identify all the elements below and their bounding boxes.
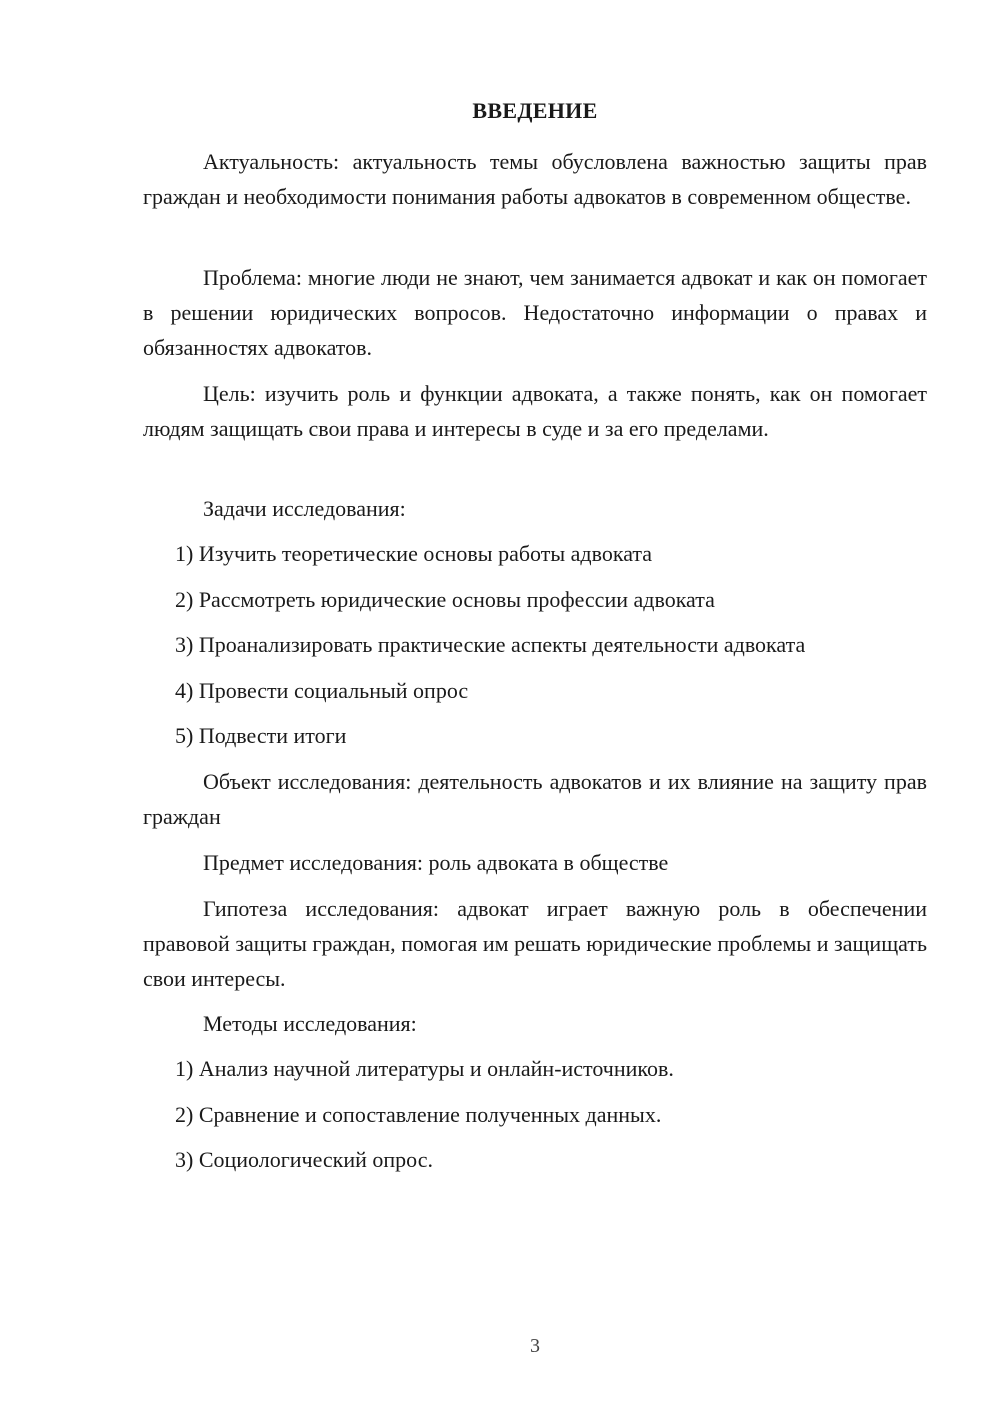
tasks-title: Задачи исследования: [203, 496, 406, 521]
relevance-paragraph: Актуальность: актуальность темы обусловлена важностью защиты прав граждан и необходимости понимания работы адвокатов в современном обществе. [143, 149, 927, 209]
goal-paragraph: Цель: изучить роль и функции адвоката, а также понять, как он помогает людям защищать свои права и интересы в суде и за его пределами. [143, 381, 927, 441]
task-item-4: 4) Провести социальный опрос [175, 678, 469, 703]
method-item-2: 2) Сравнение и сопоставление полученных данных. [175, 1102, 662, 1127]
object-paragraph: Объект исследования: деятельность адвокатов и их влияние на защиту прав граждан [143, 769, 927, 829]
task-item-1: 1) Изучить теоретические основы работы адвоката [175, 541, 653, 566]
task-item-3: 3) Проанализировать практические аспекты деятельности адвоката [175, 632, 806, 657]
methods-title: Методы исследования: [203, 1011, 417, 1036]
page-title: ВВЕДЕНИЕ [472, 98, 598, 123]
hypothesis-paragraph: Гипотеза исследования: адвокат играет важную роль в обеспечении правовой защиты граждан, помогая им решать юридические проблемы и защищать свои интересы. [143, 896, 927, 991]
problem-paragraph: Проблема: многие люди не знают, чем занимается адвокат и как он помогает в решении юридических вопросов. Недостаточно информации о правах и обязанностях адвокатов. [143, 265, 927, 360]
method-item-1: 1) Анализ научной литературы и онлайн-источников. [175, 1056, 674, 1081]
task-item-5: 5) Подвести итоги [175, 723, 347, 748]
page-number: 3 [530, 1335, 540, 1357]
method-item-3: 3) Социологический опрос. [175, 1147, 433, 1172]
task-item-2: 2) Рассмотреть юридические основы профессии адвоката [175, 587, 715, 612]
subject-paragraph: Предмет исследования: роль адвоката в обществе [203, 850, 669, 875]
